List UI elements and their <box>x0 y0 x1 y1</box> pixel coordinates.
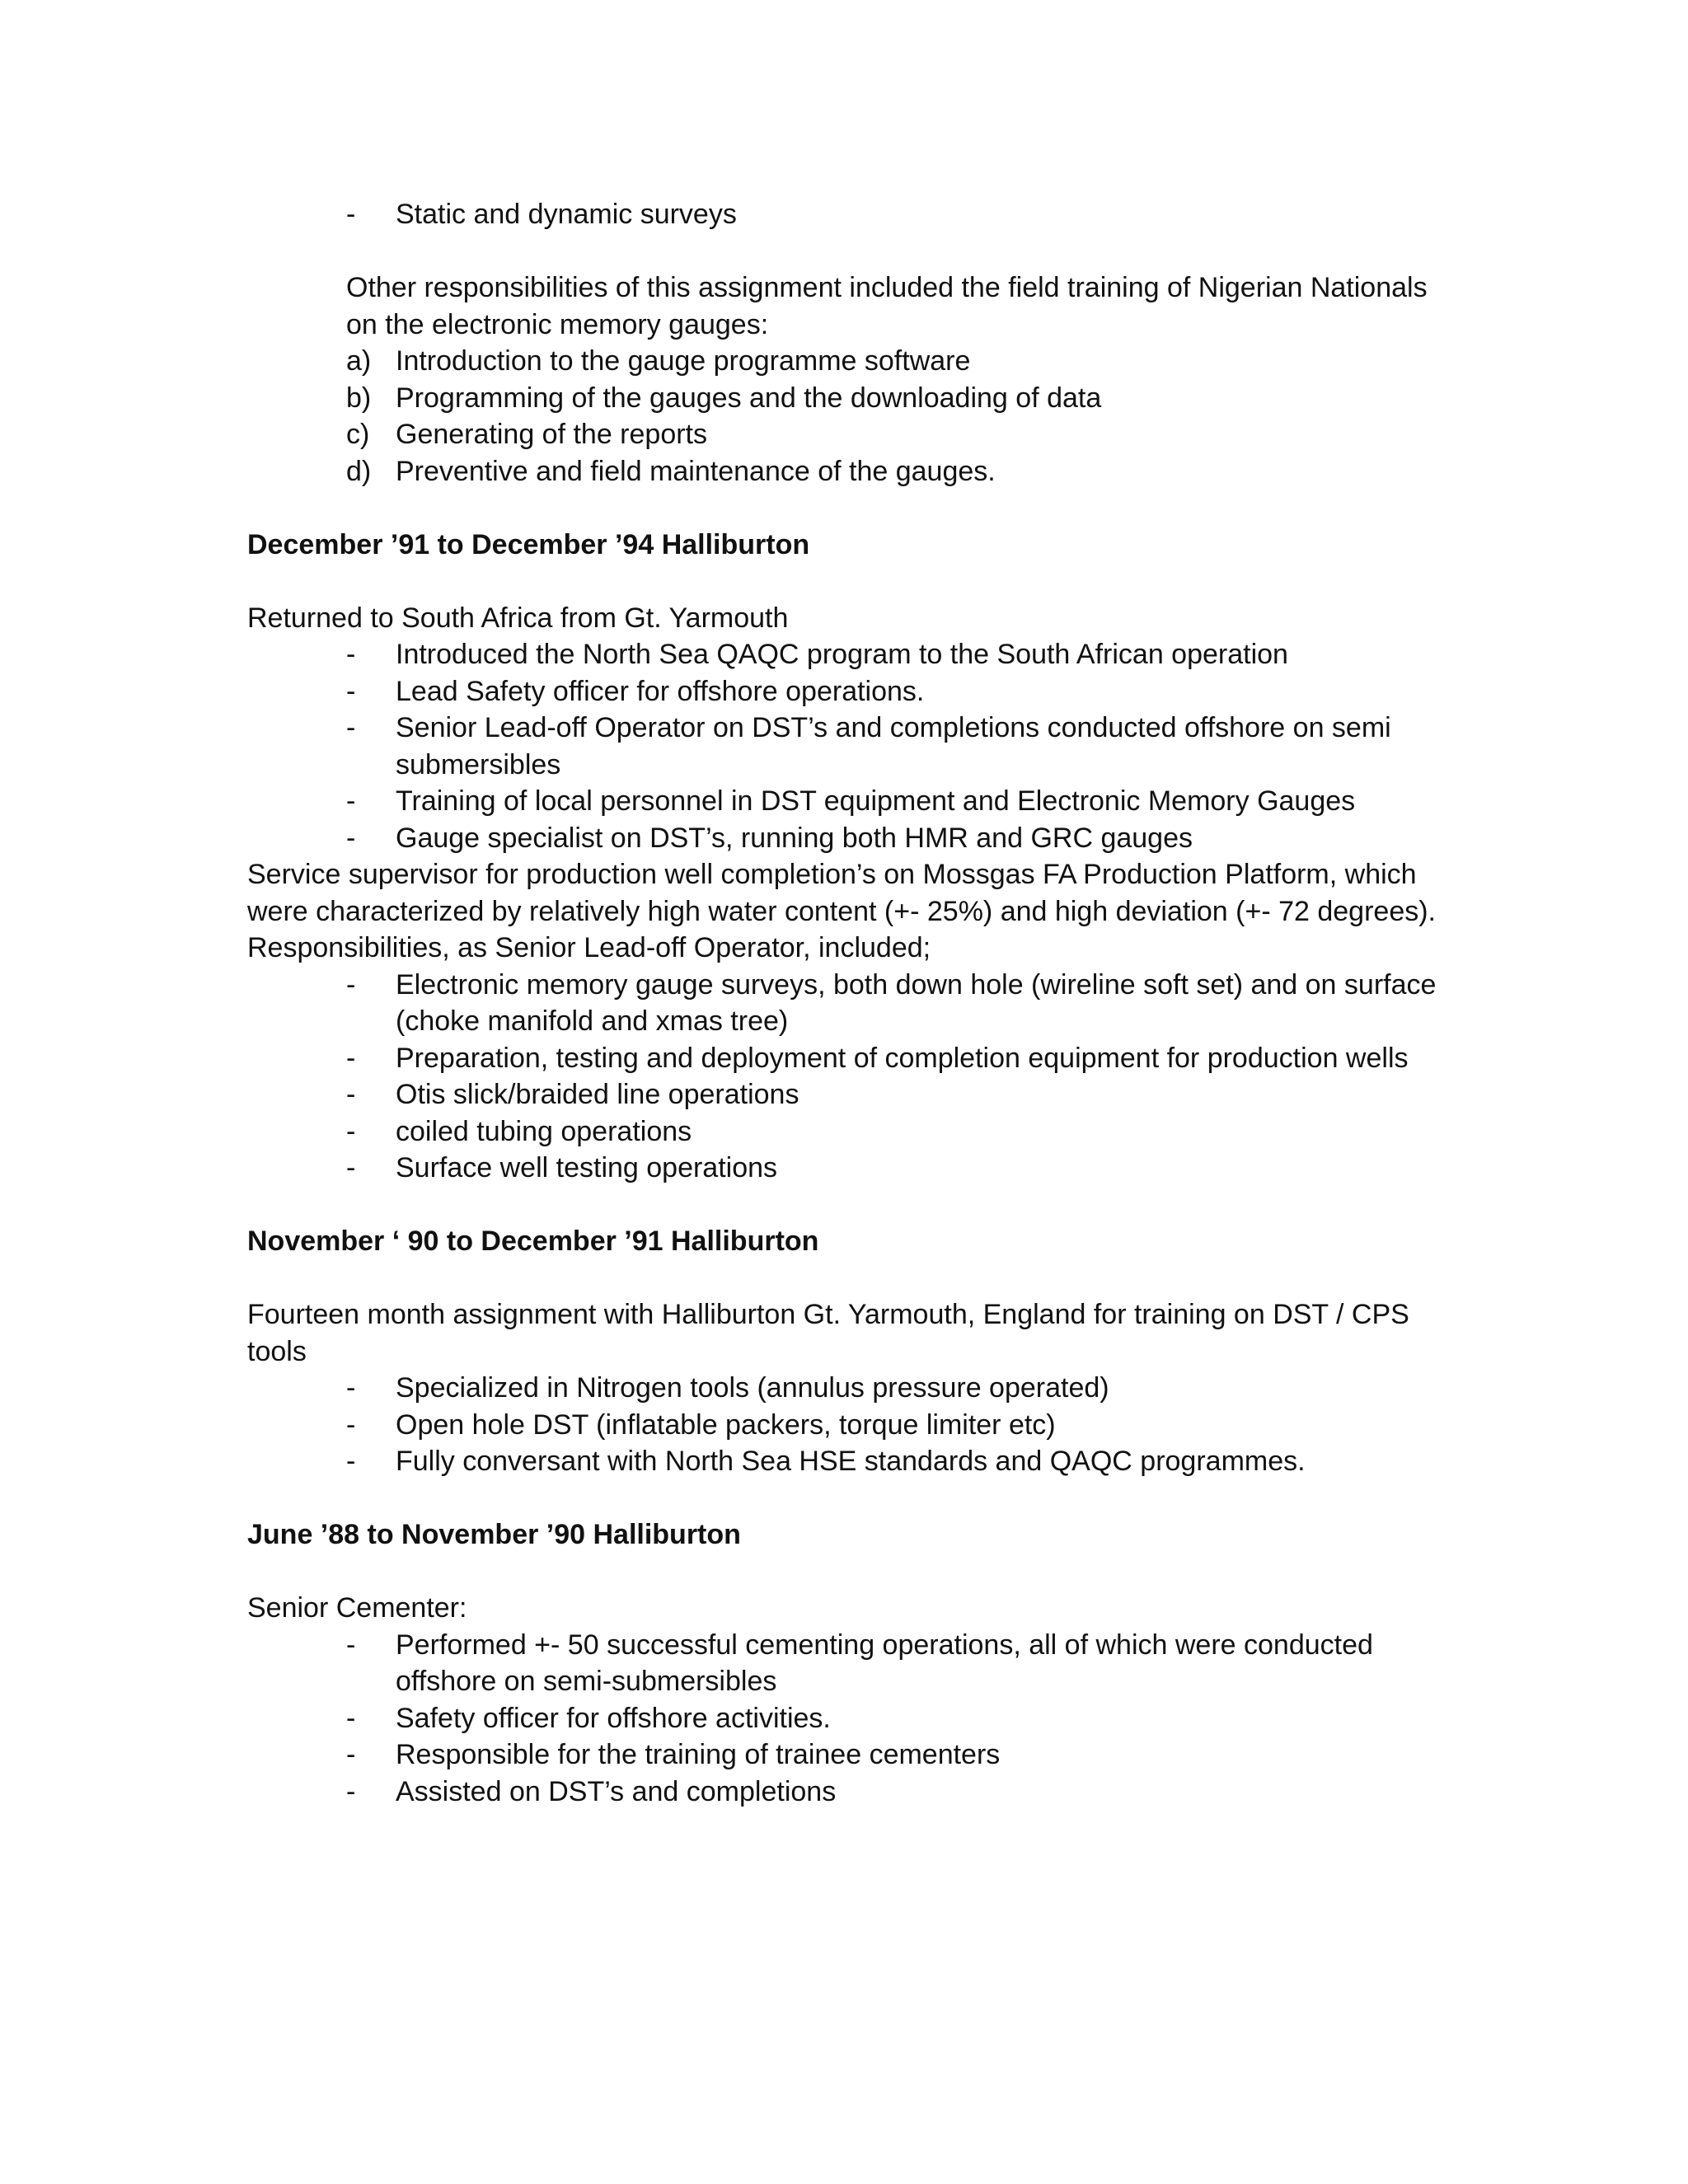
top-bullet-list <box>346 196 1441 233</box>
list-item <box>346 380 1441 417</box>
dash-marker: - <box>346 1739 356 1770</box>
list-item <box>346 1700 1441 1737</box>
list-item-text: Electronic memory gauge surveys, both down hole (wireline soft set) and on surface (choke manifold and xmas tree) <box>396 968 1437 1037</box>
dash-marker: - <box>346 1079 356 1110</box>
list-item <box>346 1040 1441 1077</box>
dash-marker: - <box>346 675 356 707</box>
section-intro: Returned to South Africa from Gt. Yarmouth <box>247 602 789 634</box>
list-item-text: Programming of the gauges and the downloading of data <box>396 382 1102 414</box>
list-item-text: Training of local personnel in DST equipment and Electronic Memory Gauges <box>396 785 1356 817</box>
list-item <box>346 196 1441 233</box>
list-item <box>346 1370 1441 1407</box>
list-item-text: Senior Lead-off Operator on DST’s and completions conducted offshore on semi submersibles <box>396 712 1391 780</box>
list-item-text: Preparation, testing and deployment of completion equipment for production wells <box>396 1042 1409 1074</box>
list-item <box>346 783 1441 820</box>
section2-bullet-list <box>346 1370 1441 1480</box>
alpha-marker: d) <box>346 455 372 487</box>
list-item <box>346 636 1441 673</box>
list-item <box>346 1076 1441 1113</box>
alpha-marker: a) <box>346 345 372 377</box>
list-item-text: Preventive and field maintenance of the gauges. <box>396 455 996 487</box>
dash-marker: - <box>346 1372 356 1404</box>
alpha-list <box>346 343 1441 490</box>
list-item <box>346 710 1441 783</box>
list-item <box>346 673 1441 710</box>
list-item-text: Static and dynamic surveys <box>396 199 737 230</box>
section1-bullet-list-2 <box>346 967 1441 1187</box>
section-intro: Fourteen month assignment with Halliburton Gt. Yarmouth, England for training on DST / CPS tools <box>247 1299 1409 1367</box>
dash-marker: - <box>346 1702 356 1734</box>
dash-marker: - <box>346 712 356 743</box>
list-item-text: Fully conversant with North Sea HSE standards and QAQC programmes. <box>396 1446 1306 1477</box>
list-item-text: Otis slick/braided line operations <box>396 1079 799 1110</box>
list-item-text: Generating of the reports <box>396 419 708 450</box>
dash-marker: - <box>346 639 356 670</box>
section-heading: December ’91 to December ’94 Halliburton <box>247 528 810 560</box>
list-item-text: Introduction to the gauge programme software <box>396 345 971 377</box>
dash-marker: - <box>346 968 356 1001</box>
other-responsibilities-text: Other responsibilities of this assignment included the field training of Nigerian Nationals on the electronic memory gauges: <box>346 272 1428 340</box>
list-item-text: Specialized in Nitrogen tools (annulus pressure operated) <box>396 1372 1109 1404</box>
section-heading: November ‘ 90 to December ’91 Halliburton <box>247 1226 819 1257</box>
list-item-text: Open hole DST (inflatable packers, torque limiter etc) <box>396 1408 1056 1441</box>
list-item <box>346 967 1441 1040</box>
list-item-text: Assisted on DST’s and completions <box>396 1775 837 1807</box>
dash-marker: - <box>346 1042 356 1074</box>
list-item-text: Introduced the North Sea QAQC program to the South African operation <box>396 639 1288 670</box>
list-item <box>346 1407 1441 1444</box>
list-item-text: Responsible for the training of trainee cementers <box>396 1739 1001 1770</box>
dash-marker: - <box>346 1152 356 1183</box>
dash-marker: - <box>346 1446 356 1477</box>
list-item-text: Gauge specialist on DST’s, running both HMR and GRC gauges <box>396 822 1193 854</box>
dash-marker: - <box>346 1115 356 1147</box>
list-item <box>346 1736 1441 1774</box>
list-item <box>346 1774 1441 1811</box>
alpha-marker: b) <box>346 382 372 414</box>
list-item <box>346 1627 1441 1700</box>
dash-marker: - <box>346 1775 356 1807</box>
section3-bullet-list <box>346 1627 1441 1811</box>
list-item <box>346 1150 1441 1187</box>
list-item <box>346 453 1441 490</box>
dash-marker: - <box>346 199 356 230</box>
list-item <box>346 1443 1441 1480</box>
list-item-text: Lead Safety officer for offshore operations. <box>396 675 925 707</box>
list-item <box>346 416 1441 453</box>
list-item <box>346 1113 1441 1151</box>
section1-bullet-list <box>346 636 1441 856</box>
list-item <box>346 343 1441 380</box>
list-item-text: Safety officer for offshore activities. <box>396 1702 831 1734</box>
list-item <box>346 820 1441 857</box>
alpha-marker: c) <box>346 419 370 450</box>
list-item-text: coiled tubing operations <box>396 1115 692 1147</box>
list-item-text: Performed +- 50 successful cementing operations, all of which were conducted offshore on semi-submersibles <box>396 1629 1373 1697</box>
list-item-text: Surface well testing operations <box>396 1152 778 1183</box>
dash-marker: - <box>346 822 356 854</box>
section-intro: Senior Cementer: <box>247 1592 467 1624</box>
section-heading: June ’88 to November ’90 Halliburton <box>247 1519 741 1550</box>
section-paragraph: Service supervisor for production well completion’s on Mossgas FA Production Platform, which were characterized by relatively high water content (+- 25%) and high deviation (+- 72 degrees). Responsibilities, as Senior Lead-off Operator, included; <box>247 859 1436 963</box>
dash-marker: - <box>346 1408 356 1441</box>
dash-marker: - <box>346 785 356 817</box>
dash-marker: - <box>346 1629 356 1661</box>
